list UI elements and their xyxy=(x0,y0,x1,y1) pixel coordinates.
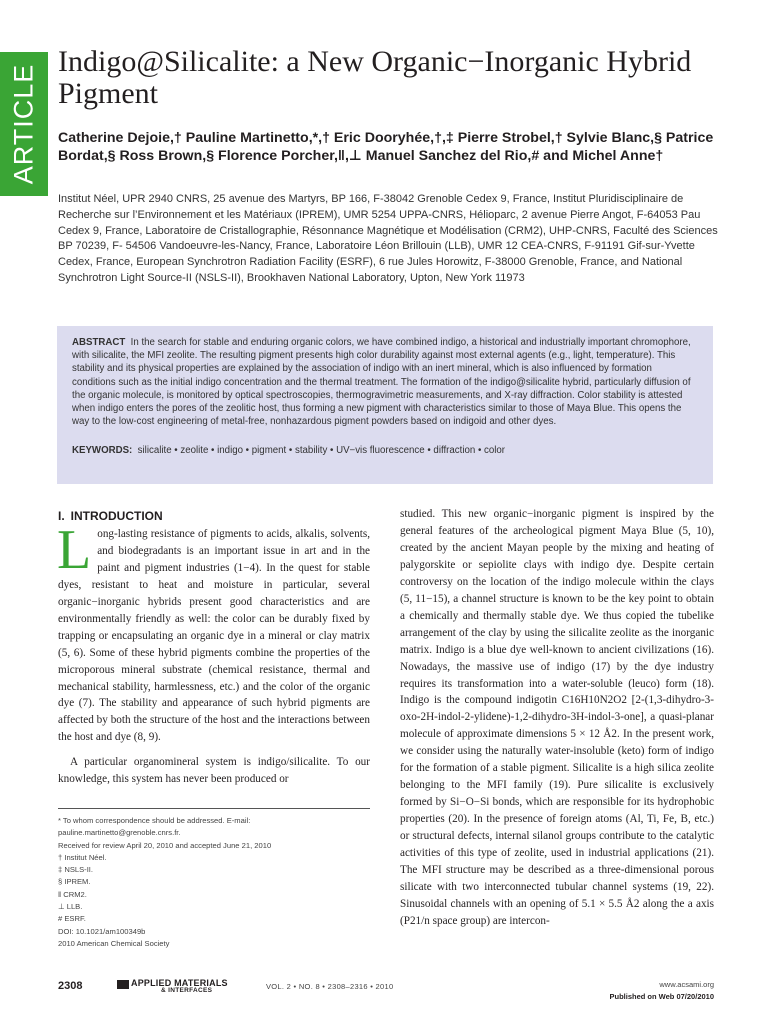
footnotes xyxy=(58,815,370,950)
footnote-line: # ESRF. xyxy=(58,914,86,924)
abstract-label: ABSTRACT xyxy=(72,337,126,348)
intro-paragraph-1 xyxy=(57,518,370,746)
footnote-line: Received for review April 20, 2010 and accepted June 21, 2010 xyxy=(58,840,272,850)
page-footer xyxy=(0,978,768,1008)
keywords-list: silicalite • zeolite • indigo • pigment • stability • UV−vis fluorescence • diffraction • color xyxy=(137,445,506,457)
footnote-divider xyxy=(58,808,370,809)
intro-paragraph-1-text: ong-lasting resistance of pigments to acids, alkalis, solvents, and biodegradants is an important issue in art and in the paint and pigment industries (1−4). In the quest for stable dyes, resistant to heat and moisture in particular, several organic−inorganic hybrids present good characteristics and are environmentally friendly as well: the color can be durably fixed by trapping or encapsulating an organic dye in a mineral or clay matrix (5, 6). Some of these hybrid pigments combine the properties of the microporous mineral substrate (chemical resistance, thermal and mechanical stability, harmlessness, etc.) and the color of the organic dye (7). The stability and appearance of such hybrid pigments are affected by both the structure of the host and the interactions between the host and dye (8, 9). xyxy=(58,527,370,744)
footnote-line: † Institut Néel. xyxy=(58,852,107,862)
footnote-line: DOI: 10.1021/am100349b xyxy=(58,926,146,936)
footnote-line: ‡ NSLS-II. xyxy=(58,865,94,875)
keywords xyxy=(72,444,698,457)
abstract-box xyxy=(57,326,713,484)
affiliations: Institut Néel, UPR 2940 CNRS, 25 avenue des Martyrs, BP 166, F-38042 Grenoble Cedex 9, France, Institut Pluridisciplinaire de Recherche sur l’Environnement et les Matériaux (IPREM), UMR 5254 UPPA-CNRS, Hélioparc, 2 avenue Pierre Angot, F-64053 Pau Cedex 9, France, Laboratoire de Cristallographie, Résonnance Magnétique et Modélisation (CRM2), UHP-CNRS, Faculté des Sciences BP 70239, F- 54506 Vandoeuvre-les-Nancy, France, Laboratoire Léon Brillouin (LLB), UMR 12 CEA-CNRS, F-91191 Gif-sur-Yvette Cedex, France, European Synchrotron Radiation Facility (ESRF), 6 rue Jules Horowitz, F-38000 Grenoble, France, and National Synchrotron Light Source-II (NSLS-II), Brookhaven National Laboratory, Upton, New York 11973 xyxy=(58,193,718,284)
volume-info: VOL. 2 • NO. 8 • 2308–2316 • 2010 xyxy=(266,982,394,991)
journal-website[interactable]: www.acsami.org xyxy=(659,980,714,989)
footnote-line: ‖ CRM2. xyxy=(58,889,87,899)
footnote-line: 2010 American Chemical Society xyxy=(58,938,170,948)
abstract-text: In the search for stable and enduring organic colors, we have combined indigo, a historical and industrially important chromophore, with silicalite, the MFI zeolite. The resulting pigment presents high color durability against most external agents (e.g., light, temperature). This stability and its physical properties are explained by the association of indigo with an inert mineral, which is also influenced by formation conditions such as the initial indigo concentration and the thermal treatment. The formation of the indigo@silicalite hybrid, particularly diffusion of the organic molecule, is monitored by optical spectroscopies, thermogravimetric measurements, and X-ray diffraction. Color stability is attested when indigo enters the pores of the zeolitic host, thus forming a new pigment with characteristics similar to those of Maya Blue. This opens the way to the low-cost engineering of metal-free, nonhazardous pigment powders based on indigoid and other dyes. xyxy=(72,337,691,428)
page-number: 2308 xyxy=(58,980,83,992)
section-heading: I. INTRODUCTION xyxy=(58,509,163,523)
publication-date: Published on Web 07/20/2010 xyxy=(609,992,714,1001)
keywords-label: KEYWORDS: xyxy=(72,445,133,457)
article-title: Indigo@Silicalite: a New Organic−Inorganic Hybrid Pigment xyxy=(58,45,692,110)
acs-logo-icon xyxy=(117,980,129,989)
journal-logo xyxy=(117,978,235,998)
footnote-line: § IPREM. xyxy=(58,877,91,887)
journal-logo-line1: APPLIED MATERIALS xyxy=(131,978,228,988)
right-column: studied. This new organic−inorganic pigment is inspired by the general features of the archeological pigment Maya Blue (5, 10), created by the ancient Mayan people by the mixing and heating of palygorskite or sepiolite clays with indigo dye. Despite certain controversy on the location of the indigo molecule within the clays (5, 11−15), a channel structure is known to be the key point to obtain a chemically and thermally stable dye. We thus copied the tubelike arrangement of the clay by using the silicalite zeolite as the inorganic matrix. Indigo is a blue dye well-known to ancient civilizations (16). Nowadays, the massive use of indigo (17) by the dye industry requires its transformation into a water-soluble (leuco) form (18). Indigo is the compound indigotin C16H10N2O2 [2-(1,3-dihydro-3-oxo-2H-indol-2-ylidene)-1,2-dihydro-3H-indol-3-one], a quasi-planar molecule of approximate dimensions 5 × 12 Å2. In the present work, we consider using the naturally water-insoluble (keto) form of indigo for the formation of a stable pigment. Silicalite is a high silica zeolite belonging to the MFI family (19). Pure silicalite is exclusively formed by Si−O−Si bonds, which are responsible for its hydrophobic properties (20). In the presence of foreign atoms (Al, Ti, Fe, B, etc.) or structural defects, internal silanol groups contribute to the catalytic activities of this type of zeolite, used in industrial applications (21). The MFI structure may be described as a three-dimensional porous silicate with two interconnected tubular channel systems (19, 22). Sinusoidal channels with an opening of 5.1 × 5.5 Å2 along the a axis (P21/n space group) are intercon- xyxy=(400,508,714,927)
article-type-label: ARTICLE xyxy=(8,63,39,185)
footnote-line: ⊥ LLB. xyxy=(58,902,83,912)
journal-logo-line2: & INTERFACES xyxy=(161,987,213,994)
left-column xyxy=(58,506,370,788)
intro-paragraph-2: A particular organomineral system is indigo/silicalite. To our knowledge, this system has never been produced or xyxy=(58,756,370,786)
footnote-line: * To whom correspondence should be addressed. E-mail: pauline.martinetto@grenoble.cnrs.fr. xyxy=(58,816,251,838)
drop-cap: L xyxy=(57,518,92,581)
abstract-body xyxy=(72,336,698,428)
author-list: Catherine Dejoie,† Pauline Martinetto,*,† Eric Dooryhée,†,‡ Pierre Strobel,† Sylvie Blanc,§ Patrice Bordat,§ Ross Brown,§ Florence Porcher,‖,⊥ Manuel Sanchez del Rio,# and Michel Anne† xyxy=(58,130,714,164)
